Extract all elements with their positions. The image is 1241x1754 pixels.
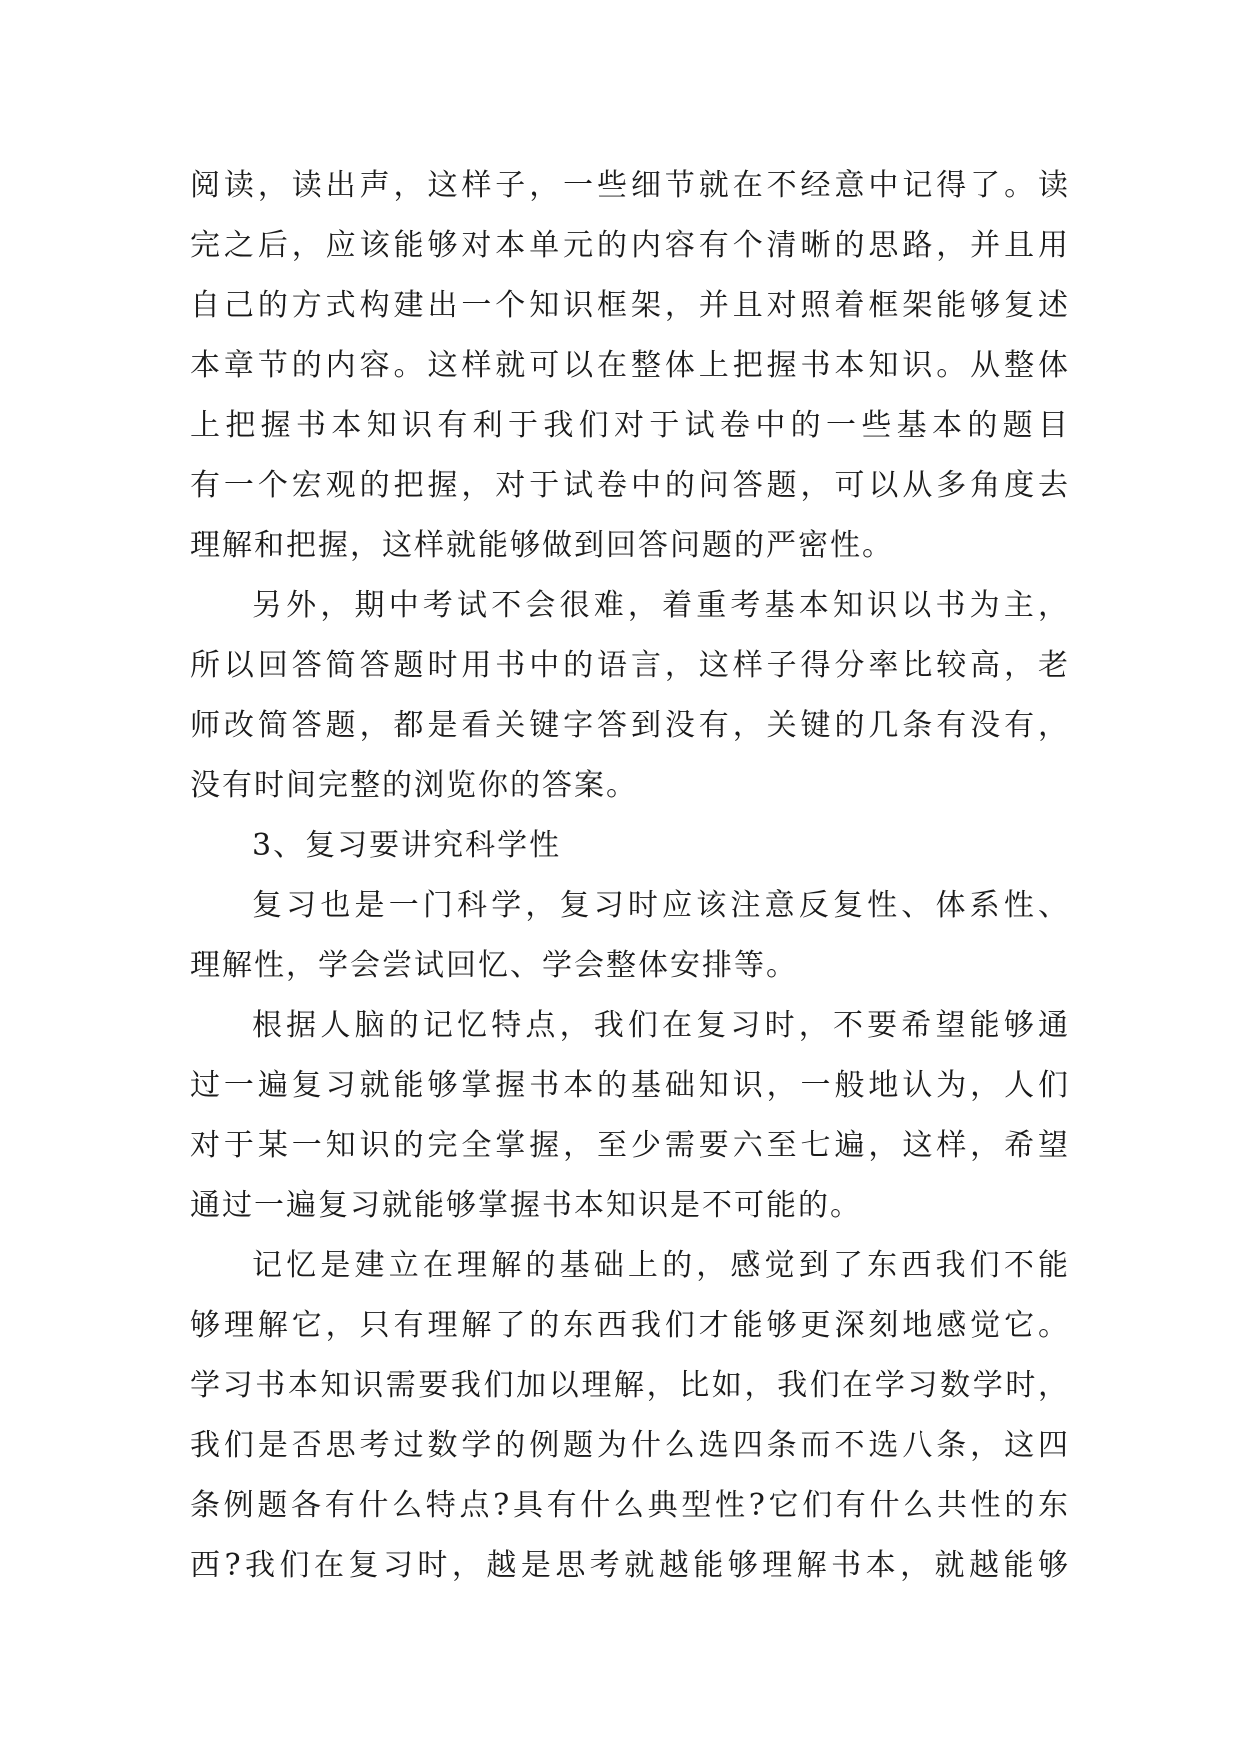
text-line: 够理解它，只有理解了的东西我们才能够更深刻地感觉它。 (190, 1308, 1070, 1343)
text-line: 复习也是一门科学，复习时应该注意反复性、体系性、 (252, 888, 1070, 923)
text-line: 完之后，应该能够对本单元的内容有个清晰的思路，并且用 (190, 228, 1070, 263)
document-body (190, 156, 1070, 1596)
text-line: 师改简答题，都是看关键字答到没有，关键的几条有没有， (190, 708, 1070, 743)
text-line: 学习书本知识需要我们加以理解，比如，我们在学习数学时， (190, 1368, 1070, 1403)
text-line: 我们是否思考过数学的例题为什么选四条而不选八条，这四 (190, 1428, 1070, 1463)
text-line: 本章节的内容。这样就可以在整体上把握书本知识。从整体 (190, 348, 1070, 383)
text-line: 有一个宏观的把握，对于试卷中的问答题，可以从多角度去 (190, 468, 1070, 503)
text-line: 记忆是建立在理解的基础上的，感觉到了东西我们不能 (252, 1248, 1070, 1283)
text-line: 没有时间完整的浏览你的答案。 (190, 768, 638, 803)
text-line: 通过一遍复习就能够掌握书本知识是不可能的。 (190, 1188, 862, 1223)
text-line: 理解和把握，这样就能够做到回答问题的严密性。 (190, 528, 894, 563)
section-heading: 3、复习要讲究科学性 (252, 828, 562, 863)
text-line: 自己的方式构建出一个知识框架，并且对照着框架能够复述 (190, 288, 1070, 323)
text-line: 上把握书本知识有利于我们对于试卷中的一些基本的题目 (190, 408, 1070, 443)
text-line: 条例题各有什么特点?具有什么典型性?它们有什么共性的东 (190, 1488, 1070, 1523)
text-line: 阅读，读出声，这样子，一些细节就在不经意中记得了。读 (190, 168, 1070, 203)
text-line: 理解性，学会尝试回忆、学会整体安排等。 (190, 948, 798, 983)
text-line: 所以回答简答题时用书中的语言，这样子得分率比较高，老 (190, 648, 1070, 683)
text-line: 对于某一知识的完全掌握，至少需要六至七遍，这样，希望 (190, 1128, 1070, 1163)
text-line: 西?我们在复习时，越是思考就越能够理解书本，就越能够 (190, 1548, 1070, 1583)
text-line: 过一遍复习就能够掌握书本的基础知识，一般地认为，人们 (190, 1068, 1070, 1103)
text-line: 根据人脑的记忆特点，我们在复习时，不要希望能够通 (252, 1008, 1070, 1043)
text-line: 另外，期中考试不会很难，着重考基本知识以书为主， (252, 588, 1070, 623)
